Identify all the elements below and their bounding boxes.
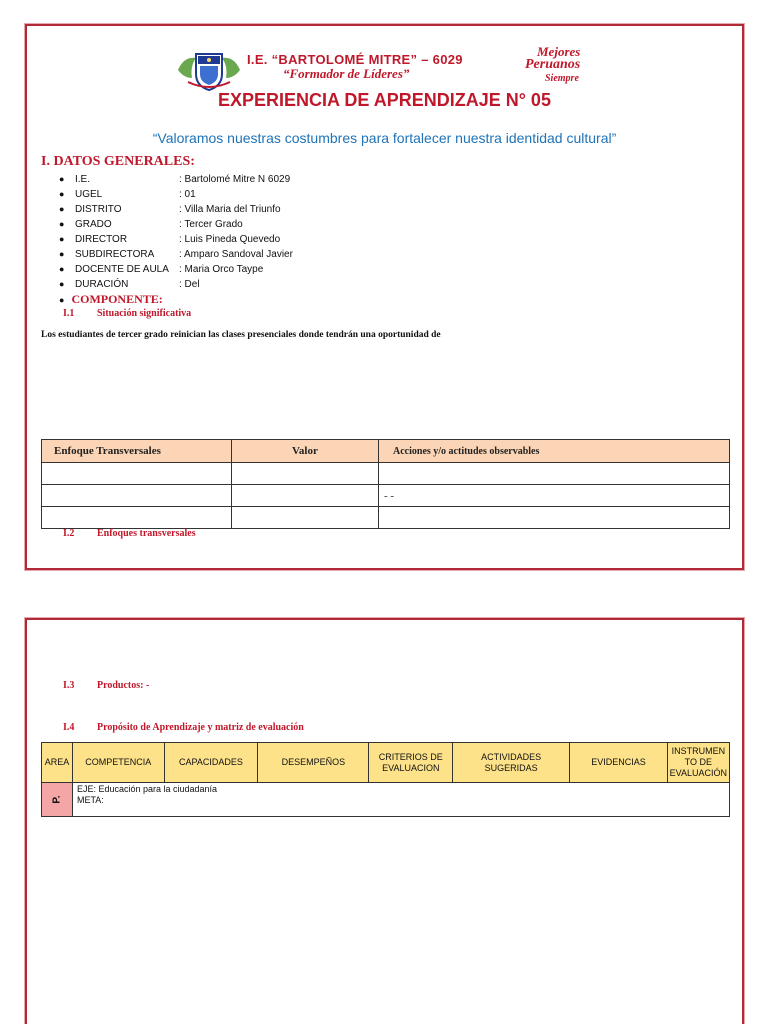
experience-title: EXPERIENCIA DE APRENDIZAJE N° 05 [218, 90, 551, 110]
subsection-productos-heading [63, 680, 463, 694]
brand-line-2: Peruanos [525, 57, 581, 72]
table-cell[interactable] [379, 507, 730, 529]
column-header: Valor [232, 440, 379, 463]
table-cell[interactable] [42, 463, 232, 485]
subsection-number: I.1 [63, 308, 75, 319]
list-item: ● UGEL : 01 [59, 189, 196, 200]
item-label: DOCENTE DE AULA [75, 264, 169, 275]
column-header: CAPACIDADES [164, 743, 258, 783]
column-header: ACTIVIDADES SUGERIDAS [453, 743, 570, 783]
section-datos-generales-heading: I. DATOS GENERALES: [41, 154, 195, 169]
table-cell[interactable] [232, 507, 379, 529]
item-label: DIRECTOR [75, 234, 128, 245]
table-cell[interactable] [42, 507, 232, 529]
evaluation-matrix-table [41, 742, 730, 817]
subsection-title: Productos: - [97, 680, 150, 691]
eje-text: EJE: Educación para la ciudadanía [76, 784, 218, 794]
item-value: : Del [179, 279, 200, 290]
column-header: DESEMPEÑOS [258, 743, 369, 783]
list-item: ● SUBDIRECTORA : Amparo Sandoval Javier [59, 249, 293, 260]
subsection-title: Enfoques transversales [97, 528, 196, 539]
column-header: Acciones y/o actitudes observables [379, 440, 730, 463]
column-header: CRITERIOS DE EVALUACION [369, 743, 453, 783]
column-header: AREA [42, 743, 73, 783]
item-value: : 01 [179, 189, 196, 200]
table-row [42, 463, 730, 485]
componente-heading: ● COMPONENTE: [59, 292, 163, 306]
list-item: ● DOCENTE DE AULA : Maria Orco Taype [59, 264, 264, 275]
page-gap [0, 572, 768, 616]
subsection-number: I.4 [63, 722, 75, 733]
subsection-title: Propósito de Aprendizaje y matriz de evaluación [97, 722, 304, 733]
school-motto: “Formador de Líderes” [283, 66, 410, 81]
table-header-row [42, 440, 730, 463]
table-cell[interactable] [232, 463, 379, 485]
experience-subtitle: “Valoramos nuestras costumbres para fortalecer nuestra identidad cultural” [152, 130, 617, 146]
datos-generales-list [59, 172, 479, 292]
subsection-situacion-heading [63, 308, 463, 322]
list-item: ● DIRECTOR : Luis Pineda Quevedo [59, 234, 281, 245]
table-header-row [42, 743, 730, 783]
subsection-number: I.2 [63, 528, 75, 539]
eje-cell[interactable] [72, 783, 729, 817]
item-label: I.E. [75, 174, 91, 185]
area-label: P. [51, 795, 63, 804]
table-row [42, 783, 730, 817]
school-name: I.E. “BARTOLOMÉ MITRE” – 6029 [247, 52, 463, 67]
column-header: Enfoque Transversales [42, 440, 232, 463]
school-crest-icon [174, 48, 244, 92]
item-value: : Luis Pineda Quevedo [179, 234, 281, 245]
item-label: DISTRITO [75, 204, 122, 215]
table-cell[interactable] [379, 463, 730, 485]
item-label: GRADO [75, 219, 112, 230]
table-cell[interactable] [232, 485, 379, 507]
brand-logo [519, 44, 599, 96]
table-row [42, 507, 730, 529]
item-value: : Amparo Sandoval Javier [179, 249, 293, 260]
column-header: COMPETENCIA [72, 743, 164, 783]
list-item: ● GRADO : Tercer Grado [59, 219, 243, 230]
document-page-1 [25, 24, 744, 570]
item-label: DURACIÓN [75, 279, 129, 290]
enfoques-table [41, 439, 730, 529]
item-value: : Maria Orco Taype [179, 264, 264, 275]
item-value: : Villa Maria del Triunfo [179, 204, 281, 215]
area-cell [42, 783, 73, 817]
subsection-enfoques-heading [63, 528, 463, 542]
table-cell[interactable] [42, 485, 232, 507]
table-cell[interactable]: - - [379, 485, 730, 507]
column-header: INSTRUMEN TO DE EVALUACIÓN [667, 743, 729, 783]
subsection-title: Situación significativa [97, 308, 192, 319]
item-label: SUBDIRECTORA [75, 249, 155, 260]
list-item: ● I.E. : Bartolomé Mitre N 6029 [59, 174, 291, 185]
list-item: ● DISTRITO : Villa Maria del Triunfo [59, 204, 281, 215]
item-label: UGEL [75, 189, 103, 200]
column-header: EVIDENCIAS [570, 743, 667, 783]
document-page-2 [25, 618, 744, 1024]
brand-line-1: Mejores [537, 44, 581, 59]
meta-text: META: [76, 795, 104, 805]
subsection-proposito-heading [63, 722, 463, 736]
table-row [42, 485, 730, 507]
list-item: ● DURACIÓN : Del [59, 279, 200, 290]
brand-line-3: Siempre [545, 73, 579, 84]
item-value: : Bartolomé Mitre N 6029 [179, 174, 291, 185]
situacion-paragraph: Los estudiantes de tercer grado reinician las clases presenciales donde tendrán una oportunidad de [41, 330, 441, 340]
subsection-number: I.3 [63, 680, 75, 691]
componente-label: COMPONENTE: [71, 292, 163, 306]
item-value: : Tercer Grado [179, 219, 243, 230]
